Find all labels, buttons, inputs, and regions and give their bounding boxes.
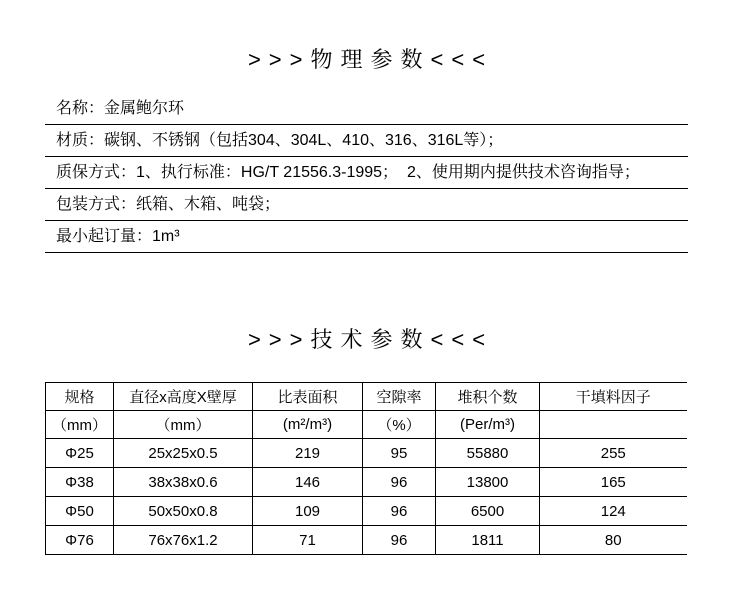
table-cell: 71 xyxy=(253,526,363,555)
column-unit: （mm） xyxy=(46,411,114,439)
column-unit: （mm） xyxy=(114,411,253,439)
column-header: 比表面积 xyxy=(253,383,363,411)
column-unit: (Per/m³) xyxy=(436,411,540,439)
param-label: 最小起订量： xyxy=(56,227,153,245)
physical-params-title: >>>物理参数<<< xyxy=(247,47,494,72)
table-cell: Φ50 xyxy=(46,497,114,526)
table-cell: Φ25 xyxy=(46,439,114,468)
table-row xyxy=(46,439,687,468)
table-cell: Φ76 xyxy=(46,526,114,555)
physical-params-list xyxy=(45,93,688,253)
technical-params-title: >>>技术参数<<< xyxy=(247,326,494,352)
table-cell: 80 xyxy=(540,526,687,555)
param-value: 金属鲍尔环 xyxy=(104,99,185,117)
table-cell: 25x25x0.5 xyxy=(114,439,253,468)
column-unit xyxy=(540,411,687,439)
table-cell: 1811 xyxy=(436,526,540,555)
table-row xyxy=(46,497,687,526)
table-cell: 96 xyxy=(363,468,436,497)
technical-params-table xyxy=(45,382,687,555)
table-cell: 55880 xyxy=(436,439,540,468)
table-cell: Φ38 xyxy=(46,468,114,497)
column-header: 空隙率 xyxy=(363,383,436,411)
physical-param-row xyxy=(45,125,688,157)
technical-table-body xyxy=(46,439,687,555)
param-label: 包装方式： xyxy=(56,195,137,213)
param-label: 名称： xyxy=(56,99,105,117)
table-cell: 13800 xyxy=(436,468,540,497)
table-cell: 6500 xyxy=(436,497,540,526)
table-cell: 165 xyxy=(540,468,687,497)
table-row xyxy=(46,526,687,555)
table-cell: 219 xyxy=(253,439,363,468)
table-cell: 38x38x0.6 xyxy=(114,468,253,497)
table-row xyxy=(46,468,687,497)
table-cell: 76x76x1.2 xyxy=(114,526,253,555)
param-value: 纸箱、木箱、吨袋； xyxy=(136,195,281,213)
param-value: 1m³ xyxy=(152,227,180,245)
table-cell: 109 xyxy=(253,497,363,526)
param-label: 质保方式： xyxy=(56,163,137,181)
param-label: 材质： xyxy=(56,131,105,149)
physical-param-row xyxy=(45,93,688,125)
table-cell: 146 xyxy=(253,468,363,497)
physical-param-row xyxy=(45,221,688,253)
table-cell: 50x50x0.8 xyxy=(114,497,253,526)
param-value: 1、执行标准：HG/T 21556.3-1995； 2、使用期内提供技术咨询指导； xyxy=(136,163,640,181)
table-cell: 96 xyxy=(363,526,436,555)
table-cell: 124 xyxy=(540,497,687,526)
param-value: 碳钢、不锈钢（包括304、304L、410、316、316L等）； xyxy=(104,131,504,149)
column-header: 干填料因子 xyxy=(540,383,687,411)
column-header: 堆积个数 xyxy=(436,383,540,411)
column-unit: （%） xyxy=(363,411,436,439)
column-header: 直径x高度X壁厚 xyxy=(114,383,253,411)
column-unit: (m²/m³) xyxy=(253,411,363,439)
physical-param-row xyxy=(45,157,688,189)
technical-table-header xyxy=(46,383,687,439)
table-cell: 95 xyxy=(363,439,436,468)
column-header: 规格 xyxy=(46,383,114,411)
physical-param-row xyxy=(45,189,688,221)
table-cell: 96 xyxy=(363,497,436,526)
table-cell: 255 xyxy=(540,439,687,468)
